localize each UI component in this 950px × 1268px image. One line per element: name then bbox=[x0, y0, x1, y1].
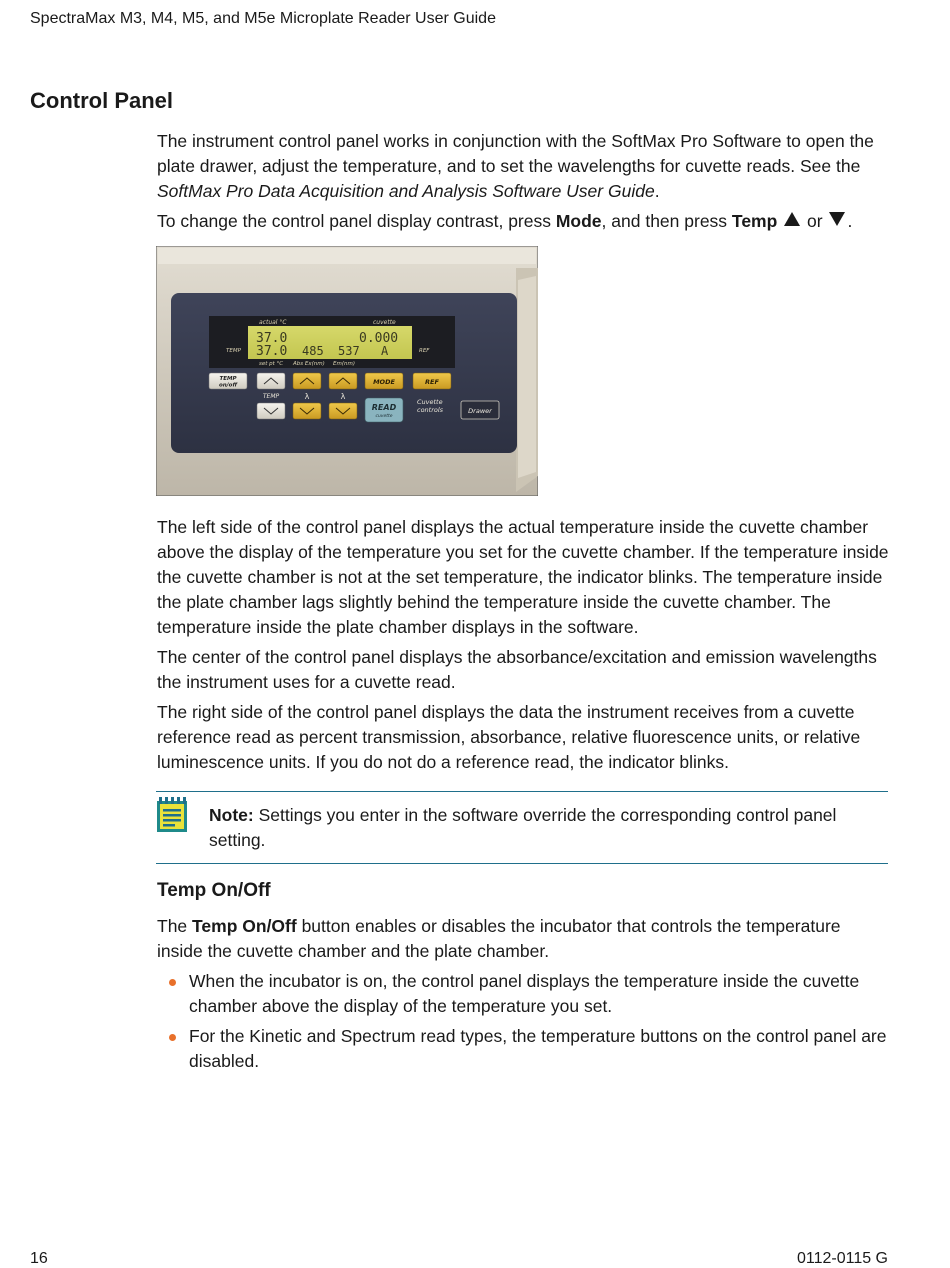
ex-lambda-label: λ bbox=[304, 392, 310, 401]
lcd-unit: A bbox=[381, 344, 389, 358]
lcd-label-abs: Abs Ex(nm) bbox=[293, 361, 325, 367]
bullet-text: For the Kinetic and Spectrum read types, the temperature buttons on the control panel are disabled. bbox=[189, 1026, 887, 1071]
temp-keys-label: TEMP bbox=[262, 393, 280, 400]
temp-down-button bbox=[257, 403, 285, 419]
ex-down-button bbox=[293, 403, 321, 419]
note-icon bbox=[156, 797, 188, 833]
intro-block bbox=[157, 129, 889, 239]
em-down-button bbox=[329, 403, 357, 419]
lcd-ex-wavelength: 485 bbox=[302, 344, 324, 358]
temp-onoff-label-1: TEMP bbox=[219, 376, 237, 382]
period: . bbox=[847, 211, 853, 231]
lcd-label-ref: REF bbox=[419, 348, 430, 354]
temp-onoff-text: The bbox=[157, 916, 193, 936]
cuvette-controls-label-2: controls bbox=[417, 406, 444, 414]
left-side-paragraph: The left side of the control panel displays the actual temperature inside the cuvette chamber above the display of the temperature you set for the cuvette chamber. If the temperature inside the cuvette chamber is not at the set temperature, the indicator blinks. The temperature inside the plate chamber lags slightly behind the temperature inside the cuvette chamber. The temperature inside the plate chamber displays in the software. bbox=[157, 517, 889, 637]
read-button-sublabel: cuvette bbox=[375, 414, 393, 419]
bullet-list bbox=[157, 969, 889, 1074]
temp-onoff-label-2: on/off bbox=[218, 382, 238, 389]
ref-button-label: REF bbox=[425, 378, 439, 386]
drawer-button-label: Drawer bbox=[468, 407, 492, 415]
triangle-up-icon bbox=[784, 212, 800, 226]
lcd-em-wavelength: 537 bbox=[338, 344, 360, 358]
contrast-text-2: , and then press bbox=[601, 211, 732, 231]
intro-text-end: . bbox=[654, 181, 660, 201]
bullet-text: When the incubator is on, the control panel displays the temperature inside the cuvette chamber above the display of the temperature you set. bbox=[189, 971, 860, 1016]
em-lambda-label: λ bbox=[340, 392, 346, 401]
mode-button bbox=[365, 373, 403, 389]
note-label: Note: bbox=[209, 805, 254, 825]
em-up-button bbox=[329, 373, 357, 389]
read-button bbox=[365, 398, 403, 422]
temp-on-off-button bbox=[209, 373, 247, 389]
ex-up-button bbox=[293, 373, 321, 389]
cuvette-controls-label-1: Cuvette bbox=[417, 398, 443, 406]
note-text bbox=[209, 803, 879, 853]
lcd-label-cuvette: cuvette bbox=[373, 319, 396, 326]
or-text: or bbox=[802, 211, 828, 231]
subsection-title: Temp On/Off bbox=[157, 880, 271, 901]
intro-paragraph bbox=[157, 129, 889, 204]
drawer-button bbox=[461, 401, 499, 419]
lcd-cuvette-value: 0.000 bbox=[359, 331, 399, 346]
mode-button-label: MODE bbox=[373, 378, 395, 386]
bullet-icon bbox=[169, 1034, 176, 1041]
intro-text: The instrument control panel works in conjunction with the SoftMax Pro Software to open the plate drawer, adjust the temperature, and to set the wavelengths for cuvette reads. See the bbox=[157, 131, 874, 176]
ref-button bbox=[413, 373, 451, 389]
lcd-label-temp: TEMP bbox=[226, 348, 241, 354]
right-side-paragraph: The right side of the control panel displays the data the instrument receives from a cuvette reference read as percent transmission, absorbance, relative fluorescence units, or relative luminescence units. If you do not do a reference read, the indicator blinks. bbox=[157, 702, 861, 772]
contrast-paragraph bbox=[157, 209, 889, 234]
temp-onoff-paragraph bbox=[157, 914, 889, 964]
center-paragraph: The center of the control panel displays the absorbance/excitation and emission wavelengths the instrument uses for a cuvette read. bbox=[157, 647, 877, 692]
control-panel-photo bbox=[156, 246, 538, 496]
lcd-label-em: Em(nm) bbox=[333, 361, 355, 367]
note-box bbox=[156, 791, 888, 864]
temp-onoff-block bbox=[157, 914, 889, 1079]
lcd-label-actual: actual °C bbox=[259, 319, 287, 326]
description-block bbox=[157, 515, 889, 780]
section-title: Control Panel bbox=[30, 88, 174, 113]
temp-onoff-text-2: button enables or disables the incubator that controls the temperature inside the cuvette chamber and the plate chamber. bbox=[157, 916, 841, 961]
list-item bbox=[157, 969, 889, 1019]
temp-up-button bbox=[257, 373, 285, 389]
read-button-label: READ bbox=[371, 403, 397, 412]
temp-key: Temp bbox=[731, 211, 778, 231]
temp-onoff-term: Temp On/Off bbox=[192, 916, 297, 936]
note-body: Settings you enter in the software override the corresponding control panel setting. bbox=[209, 805, 837, 850]
running-header: SpectraMax M3, M4, M5, and M5e Microplate Reader User Guide bbox=[30, 10, 496, 27]
page-number: 16 bbox=[30, 1250, 48, 1267]
guide-title: SoftMax Pro Data Acquisition and Analysis Software User Guide bbox=[157, 181, 655, 201]
list-item bbox=[157, 1024, 889, 1074]
triangle-down-icon bbox=[829, 212, 845, 226]
lcd-setpoint-temp: 37.0 bbox=[256, 344, 288, 359]
bullet-icon bbox=[169, 979, 176, 986]
mode-key: Mode bbox=[555, 211, 602, 231]
lcd-actual-temp: 37.0 bbox=[256, 331, 288, 346]
lcd-label-setpt: set pt °C bbox=[259, 361, 284, 367]
contrast-text: To change the control panel display contrast, press bbox=[157, 211, 556, 231]
document-id: 0112-0115 G bbox=[796, 1250, 888, 1267]
